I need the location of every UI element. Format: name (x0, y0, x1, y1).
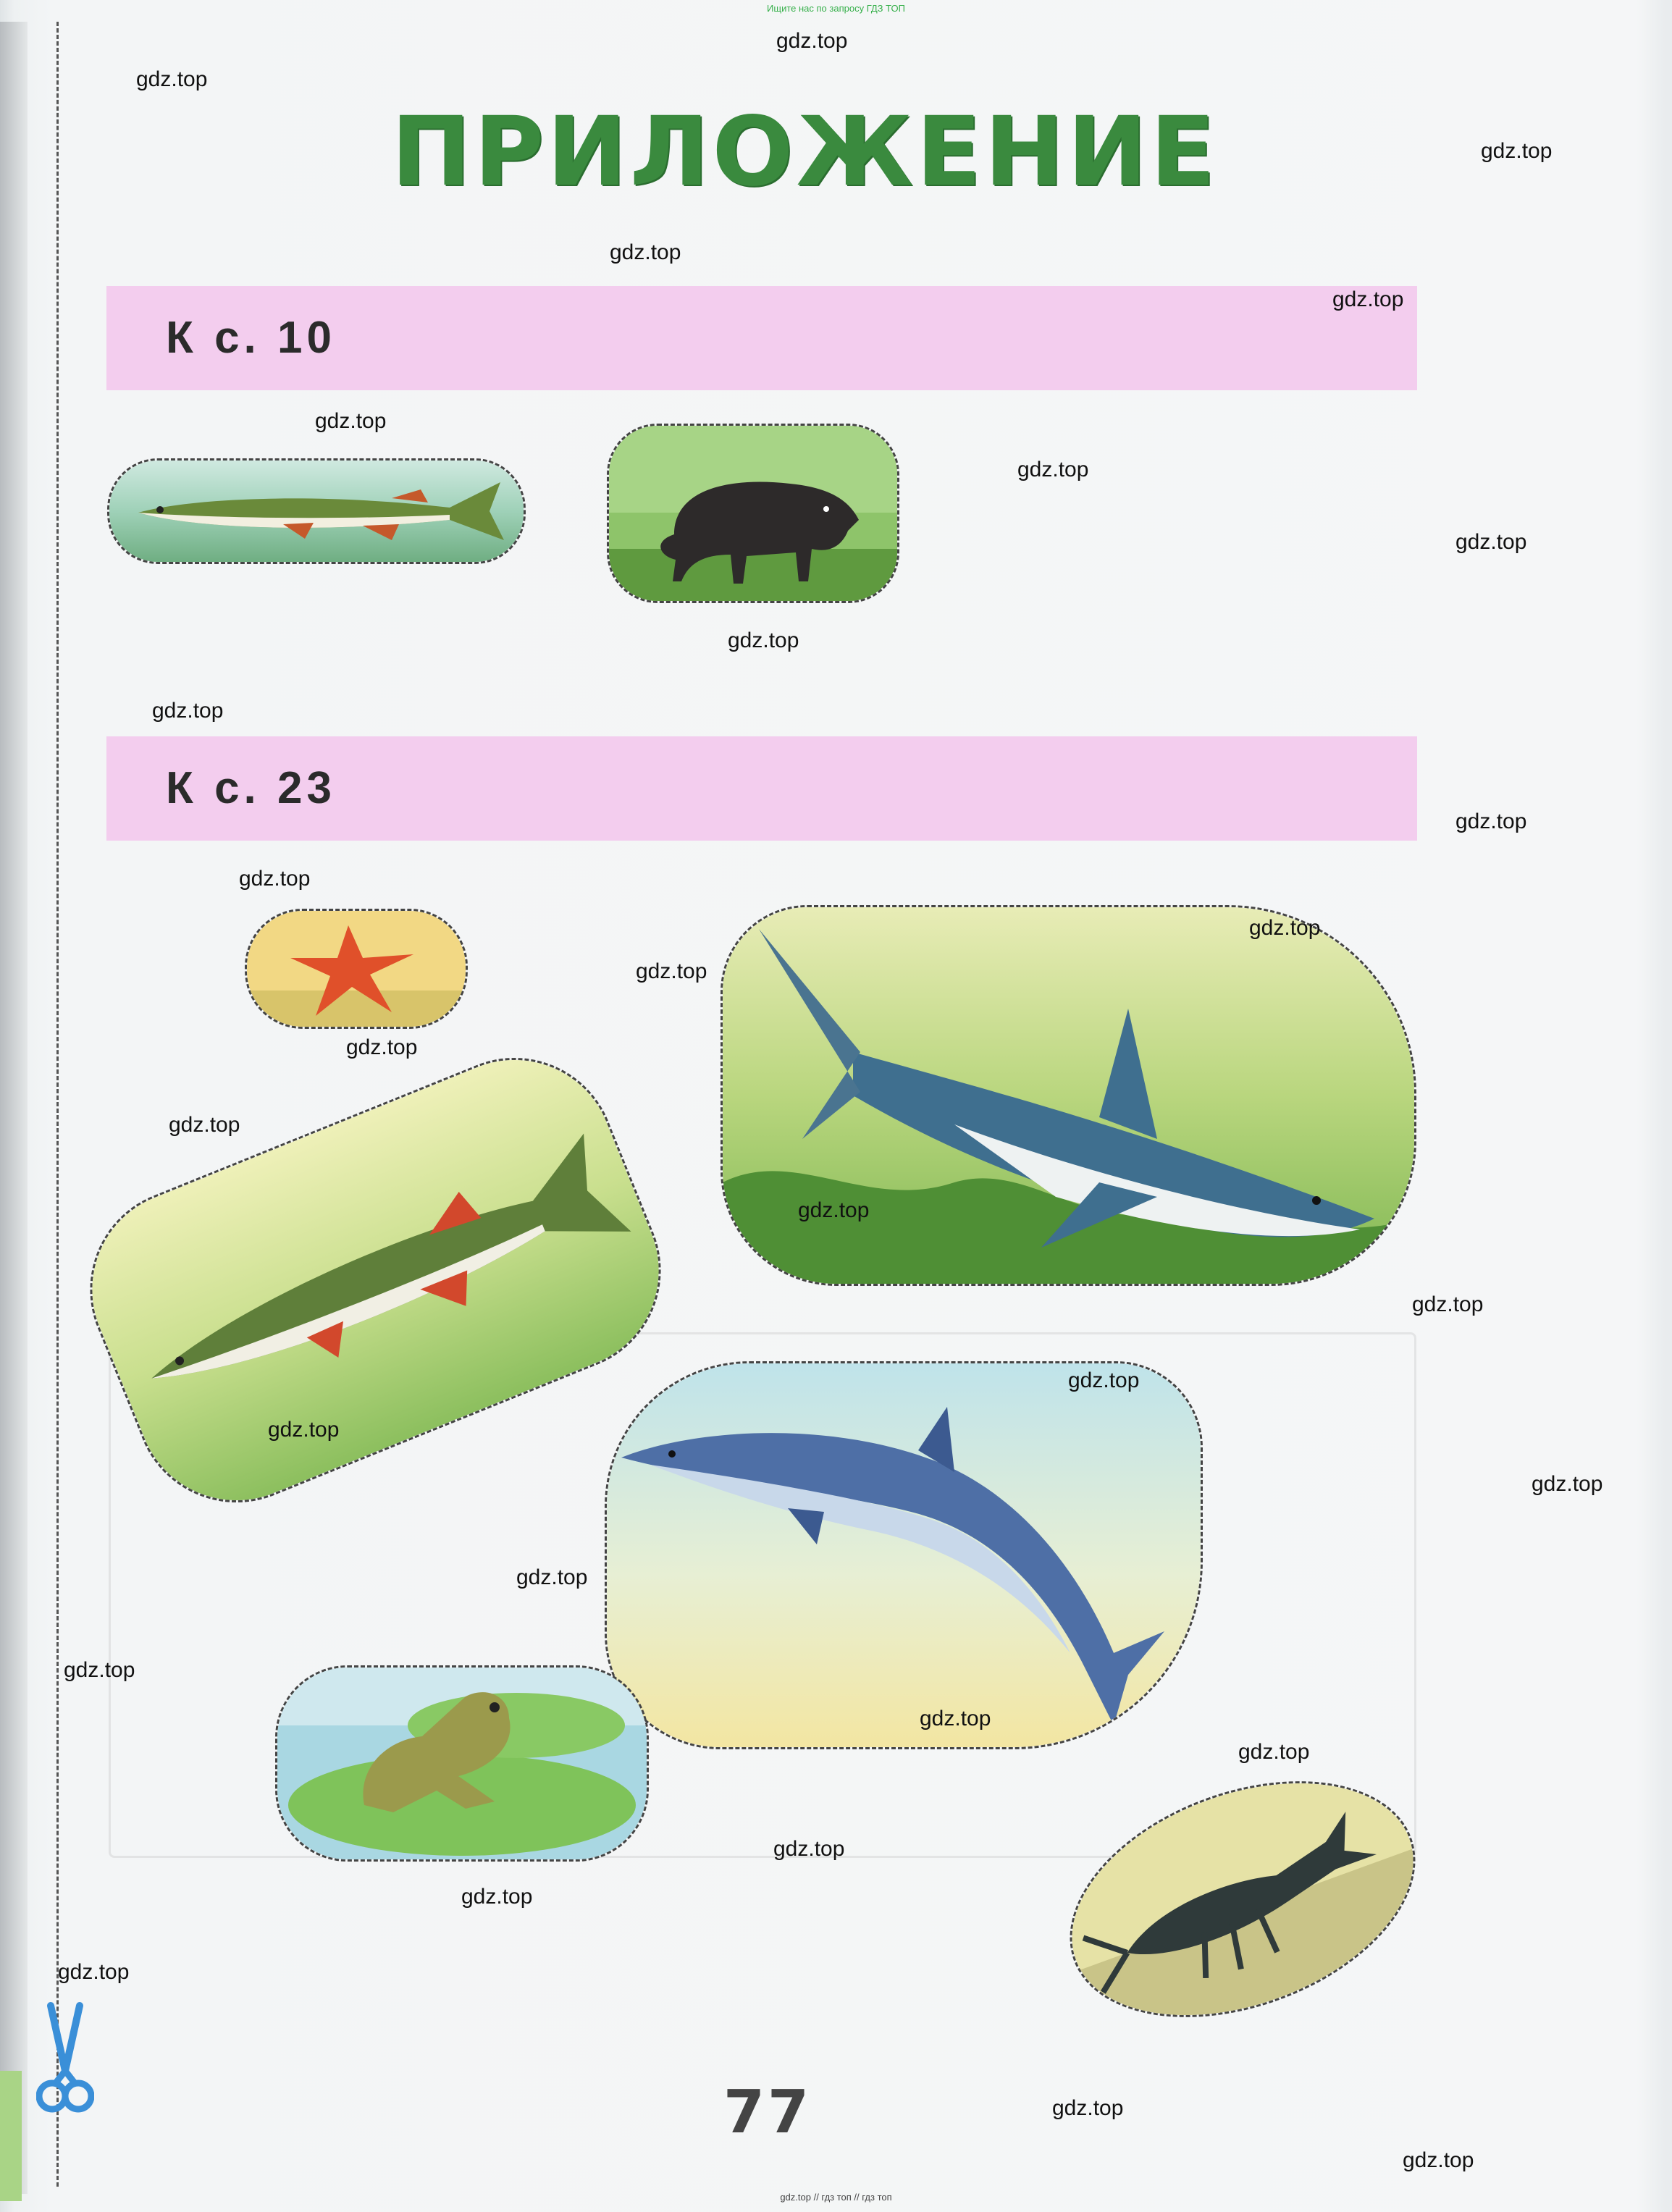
section-band-1 (106, 286, 1417, 390)
watermark: gdz.top (1249, 916, 1321, 940)
watermark: gdz.top (798, 1198, 870, 1222)
watermark: gdz.top (636, 959, 707, 983)
watermark: gdz.top (136, 67, 208, 91)
watermark: gdz.top (1238, 1740, 1310, 1764)
section-band-2 (106, 736, 1417, 841)
page-number: 77 (723, 2078, 812, 2147)
section-label-2: К с. 23 (166, 763, 336, 813)
header-note: Ищите нас по запросу ГДЗ ТОП (767, 3, 905, 14)
watermark: gdz.top (776, 29, 848, 53)
watermark: gdz.top (64, 1658, 135, 1682)
cutout-card-pike-small[interactable] (107, 458, 526, 564)
watermark: gdz.top (239, 867, 311, 891)
watermark: gdz.top (1403, 2148, 1474, 2172)
watermark: gdz.top (920, 1707, 991, 1731)
watermark: gdz.top (1481, 139, 1553, 163)
cutout-card-shark[interactable] (721, 905, 1416, 1286)
scissors-icon (36, 1998, 94, 2121)
watermark: gdz.top (1455, 809, 1527, 833)
watermark: gdz.top (152, 699, 224, 723)
cut-line (56, 22, 59, 2187)
watermark: gdz.top (58, 1960, 130, 1984)
page-title: ПРИЛОЖЕНИЕ (391, 96, 1219, 208)
cutout-card-dolphin[interactable] (605, 1361, 1203, 1749)
watermark: gdz.top (461, 1885, 533, 1909)
watermark: gdz.top (268, 1418, 340, 1442)
watermark: gdz.top (1412, 1292, 1484, 1316)
watermark: gdz.top (1017, 458, 1089, 481)
book-spine (0, 22, 28, 2194)
cutout-card-frog[interactable] (275, 1665, 649, 1862)
watermark: gdz.top (1068, 1368, 1140, 1392)
cutout-card-starfish[interactable] (245, 909, 468, 1029)
watermark: gdz.top (1332, 287, 1404, 311)
watermark: gdz.top (1532, 1472, 1603, 1496)
footer-note: gdz.top // гдз топ // гдз топ (780, 2192, 892, 2203)
watermark: gdz.top (728, 628, 799, 652)
watermark: gdz.top (610, 240, 681, 264)
watermark: gdz.top (315, 409, 387, 433)
green-edge-tab (0, 2071, 22, 2201)
watermark: gdz.top (169, 1113, 240, 1137)
watermark: gdz.top (1052, 2096, 1124, 2120)
section-label-1: К с. 10 (166, 313, 336, 363)
watermark: gdz.top (1455, 530, 1527, 554)
watermark: gdz.top (773, 1837, 845, 1861)
watermark: gdz.top (516, 1565, 588, 1589)
watermark: gdz.top (346, 1035, 418, 1059)
cutout-card-boar[interactable] (607, 424, 899, 603)
